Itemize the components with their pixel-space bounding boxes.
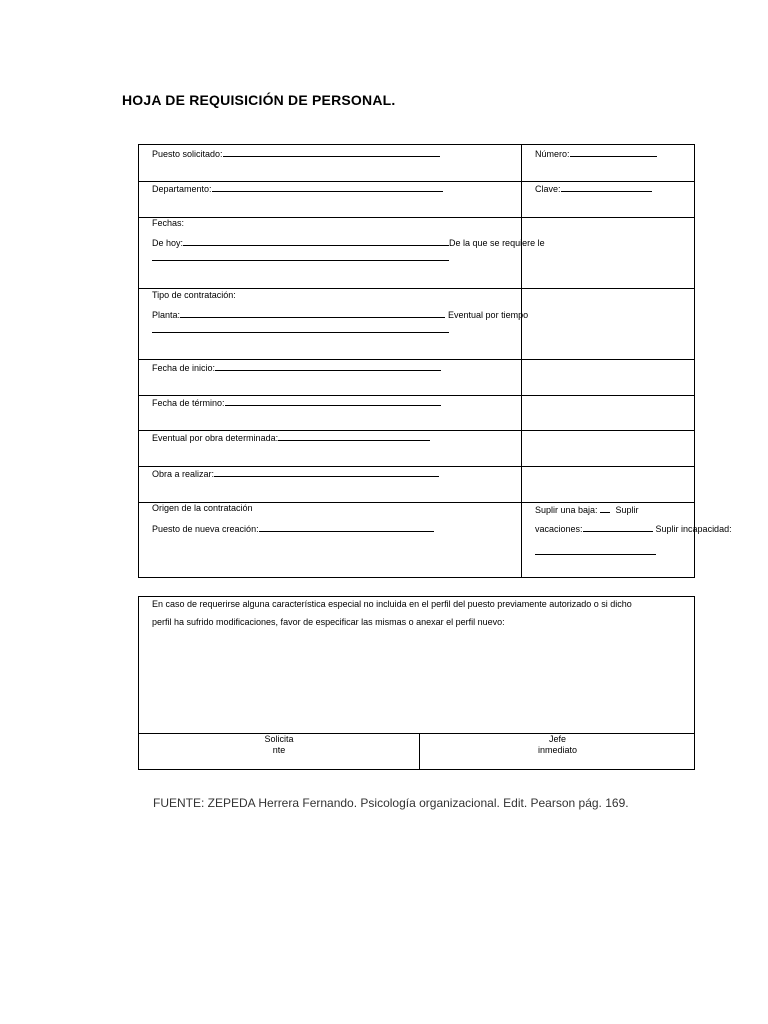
column-divider bbox=[521, 145, 522, 577]
row-divider bbox=[139, 288, 694, 289]
page-title: HOJA DE REQUISICIÓN DE PERSONAL. bbox=[122, 92, 396, 108]
notes-box bbox=[138, 596, 695, 770]
numero-label: Número: bbox=[535, 149, 570, 159]
solicitante-label-1: Solicita bbox=[264, 734, 294, 744]
requisition-form bbox=[138, 144, 732, 578]
source-citation: FUENTE: ZEPEDA Herrera Fernando. Psicología organizacional. Edit. Pearson pág. 169. bbox=[153, 796, 629, 810]
fechas-label: Fechas: bbox=[152, 218, 185, 228]
de-hoy-label: De hoy: bbox=[152, 238, 184, 248]
puesto-nueva-label: Puesto de nueva creación: bbox=[152, 524, 259, 534]
notes-line-1: En caso de requerirse alguna característica especial no incluida en el perfil del puesto previamente autorizado o si dicho bbox=[152, 599, 632, 609]
solicitante-signature[interactable] bbox=[139, 734, 419, 756]
clave-field[interactable] bbox=[535, 182, 652, 195]
fecha-termino-label: Fecha de término: bbox=[152, 398, 225, 408]
vacaciones-label: vacaciones: bbox=[535, 524, 583, 534]
suplir-baja-label: Suplir una baja: bbox=[535, 505, 598, 515]
suplir-incapacidad-label: Suplir incapacidad: bbox=[655, 524, 732, 534]
fecha-termino-field[interactable] bbox=[152, 396, 441, 409]
jefe-label-1: Jefe bbox=[548, 734, 566, 744]
eventual-tiempo-label: Eventual por tiempo bbox=[448, 310, 529, 320]
vacaciones-field[interactable] bbox=[535, 522, 732, 535]
fecha-inicio-field[interactable] bbox=[152, 361, 441, 374]
jefe-signature[interactable] bbox=[420, 734, 695, 756]
planta-field[interactable] bbox=[152, 308, 528, 321]
obra-realizar-field[interactable] bbox=[152, 467, 439, 480]
departamento-label: Departamento: bbox=[152, 184, 212, 194]
obra-realizar-label: Obra a realizar: bbox=[152, 469, 215, 479]
planta-label: Planta: bbox=[152, 310, 181, 320]
origen-label: Origen de la contratación bbox=[152, 503, 253, 513]
eventual-obra-label: Eventual por obra determinada: bbox=[152, 433, 279, 443]
suplir-label: Suplir bbox=[615, 505, 639, 515]
blank-line[interactable] bbox=[535, 554, 656, 555]
jefe-label-2: inmediato bbox=[537, 745, 578, 755]
blank-line[interactable] bbox=[152, 260, 449, 261]
blank-line[interactable] bbox=[152, 332, 449, 333]
suplir-baja-field[interactable] bbox=[535, 503, 639, 516]
puesto-label: Puesto solicitado: bbox=[152, 149, 223, 159]
eventual-obra-field[interactable] bbox=[152, 431, 430, 444]
puesto-field[interactable] bbox=[152, 147, 440, 160]
departamento-field[interactable] bbox=[152, 182, 443, 195]
puesto-nueva-field[interactable] bbox=[152, 522, 434, 535]
numero-field[interactable] bbox=[535, 147, 657, 160]
notes-line-2: perfil ha sufrido modificaciones, favor de especificar las mismas o anexar el perfil nuevo: bbox=[152, 617, 505, 627]
tipo-label: Tipo de contratación: bbox=[152, 290, 236, 300]
row-divider bbox=[139, 359, 694, 360]
clave-label: Clave: bbox=[535, 184, 561, 194]
solicitante-label-2: nte bbox=[272, 745, 286, 755]
de-la-que-label: De la que se requiere le bbox=[449, 238, 545, 248]
fecha-inicio-label: Fecha de inicio: bbox=[152, 363, 216, 373]
row-divider bbox=[139, 217, 694, 218]
de-hoy-field[interactable] bbox=[152, 236, 545, 249]
